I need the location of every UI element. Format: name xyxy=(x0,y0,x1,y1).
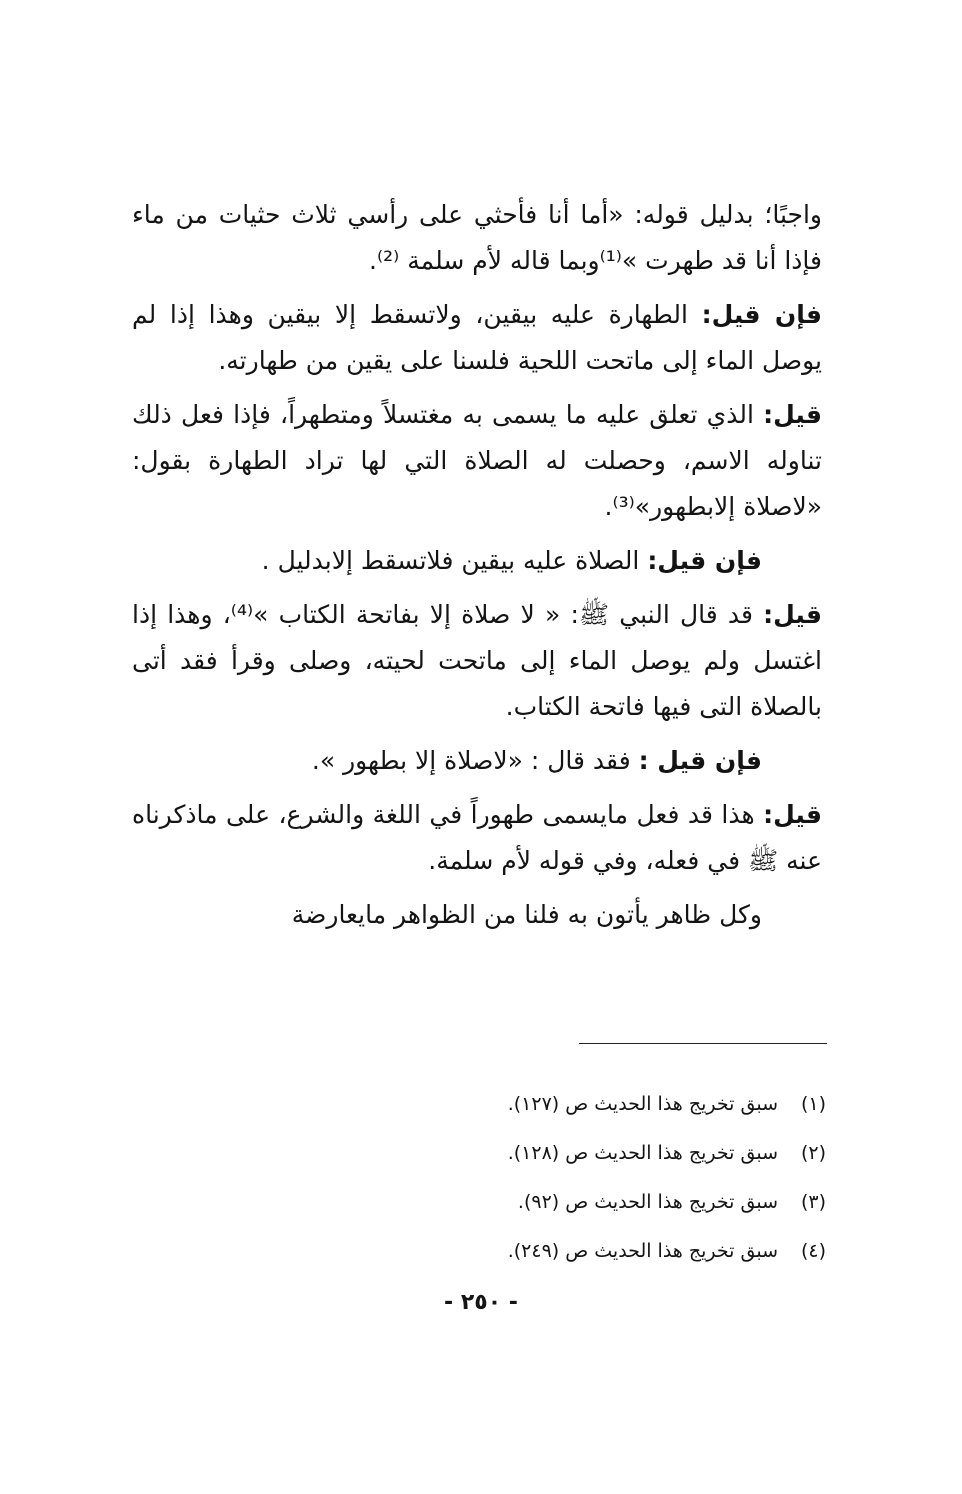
page-number: - ٢٥٠ - xyxy=(444,1290,518,1315)
paragraph-text: الصلاة عليه بيقين فلاتسقط إلابدليل . xyxy=(261,546,648,575)
paragraph-text: فقد قال : «لاصلاة إلا بطهور ». xyxy=(311,746,639,775)
paragraph-6 xyxy=(132,738,822,784)
main-text xyxy=(132,192,822,946)
paragraph-8 xyxy=(132,892,822,938)
paragraph-2 xyxy=(132,292,822,384)
footnote-text: سبق تخريج هذا الحديث ص (٢٤٩). xyxy=(507,1240,778,1262)
paragraph-5 xyxy=(132,592,822,730)
paragraph-7 xyxy=(132,792,822,884)
paragraph-text: الذي تعلق عليه ما يسمى به مغتسلاً ومتطهراً، فإذا فعل ذلك تناوله الاسم، وحصلت له الصلاة التي لها تراد الطهارة بقول: «لاصلاة إلابطهور»⁽³⁾. xyxy=(132,400,822,521)
footnote-item xyxy=(326,1227,826,1276)
paragraph-text: وكل ظاهر يأتون به فلنا من الظواهر مايعارضة xyxy=(291,900,762,929)
paragraph-4 xyxy=(132,538,822,584)
paragraph-lead: قيل: xyxy=(763,400,822,429)
footnote-item xyxy=(326,1129,826,1178)
paragraph-1 xyxy=(132,192,822,284)
footnote-number: (١) xyxy=(800,1093,826,1115)
footnote-item xyxy=(326,1080,826,1129)
footnote-text: سبق تخريج هذا الحديث ص (١٢٨). xyxy=(507,1142,778,1164)
footnote-separator xyxy=(579,1043,827,1044)
paragraph-lead: فإن قيل : xyxy=(638,746,762,775)
paragraph-text: الطهارة عليه بيقين، ولاتسقط إلا بيقين وهذا إذا لم يوصل الماء إلى ماتحت اللحية فلسنا على يقين من طهارته. xyxy=(132,300,822,375)
paragraph-lead: قيل: xyxy=(763,600,823,629)
paragraph-lead: قيل: xyxy=(763,800,822,829)
footnote-number: (٢) xyxy=(800,1142,826,1164)
footnote-text: سبق تخريج هذا الحديث ص (١٢٧). xyxy=(507,1093,778,1115)
footnote-number: (٤) xyxy=(800,1240,826,1262)
footnote-text: سبق تخريج هذا الحديث ص (٩٢). xyxy=(517,1191,778,1213)
paragraph-3 xyxy=(132,392,822,530)
footnote-number: (٣) xyxy=(800,1191,826,1213)
footnote-item xyxy=(326,1178,826,1227)
paragraph-text: هذا قد فعل مايسمى طهوراً في اللغة والشرع، على ماذكرناه عنه ﷺ في فعله، وفي قوله لأم سلمة. xyxy=(132,800,822,875)
paragraph-text: واجبًا؛ بدليل قوله: «أما أنا فأحثي على رأسي ثلاث حثيات من ماء فإذا أنا قد طهرت »⁽¹⁾وبما قاله لأم سلمة ⁽²⁾. xyxy=(132,200,822,275)
paragraph-text: قد قال النبي ﷺ: « لا صلاة إلا بفاتحة الكتاب »⁽⁴⁾، وهذا إذا اغتسل ولم يوصل الماء إلى ماتحت لحيته، وصلى وقرأ فقد أتى بالصلاة التى فيها فاتحة الكتاب. xyxy=(132,600,822,721)
paragraph-lead: فإن قيل: xyxy=(701,300,822,329)
paragraph-lead: فإن قيل: xyxy=(647,546,762,575)
footnotes xyxy=(326,1080,826,1276)
